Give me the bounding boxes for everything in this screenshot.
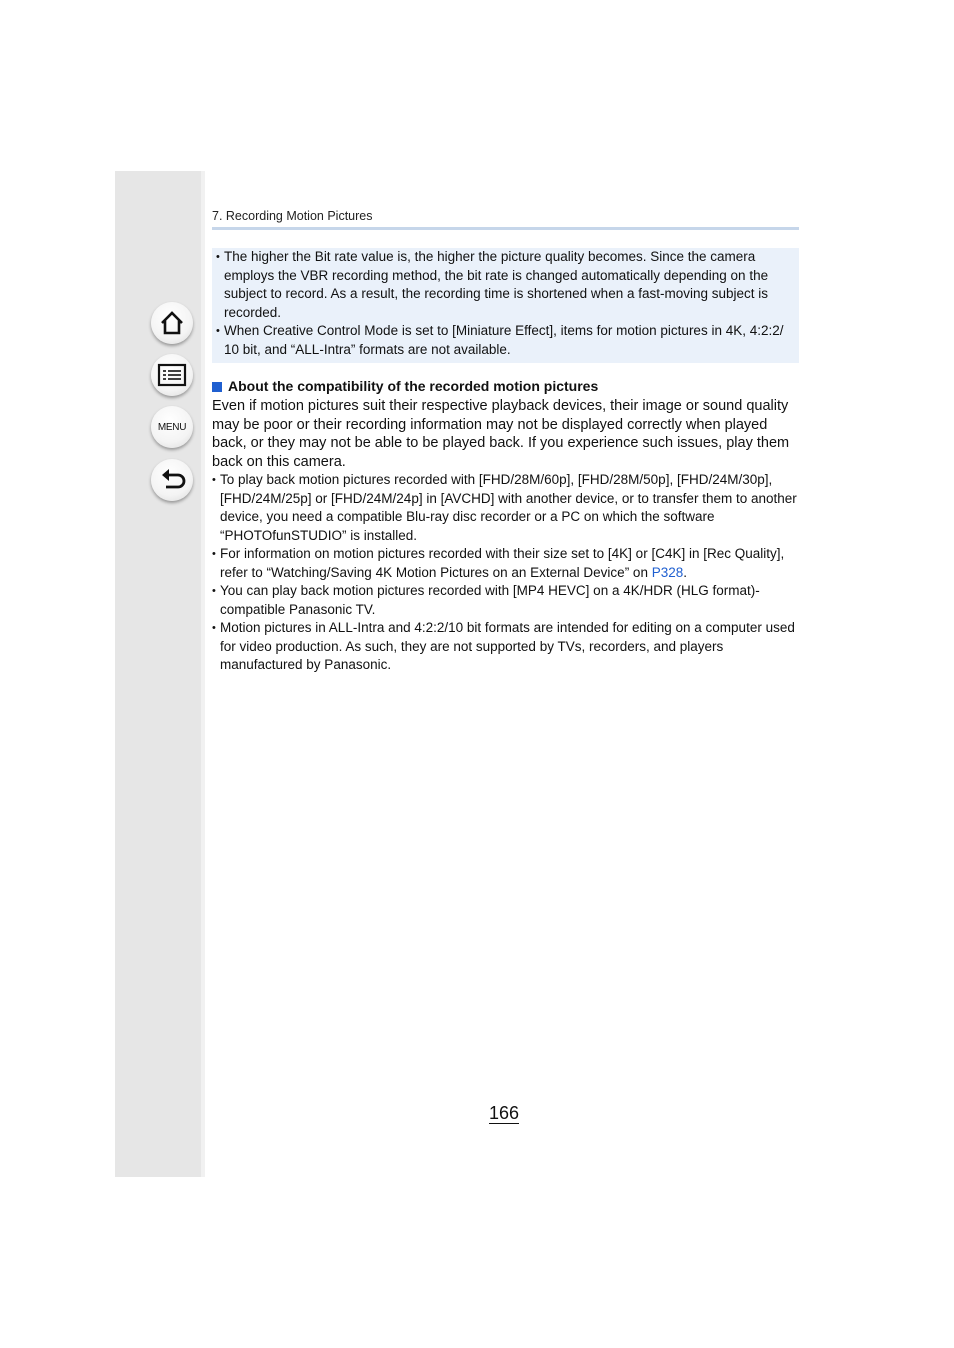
list-item-text: For information on motion pictures recorded with their size set to [4K] or [C4K] in [Rec Quality], refer to “Watching/Saving 4K Motion Pictures on an External Device” on [220, 546, 785, 580]
section-title-text: About the compatibility of the recorded motion pictures [228, 378, 599, 394]
list-item: • You can play back motion pictures recorded with [MP4 HEVC] on a 4K/HDR (HLG format)-compatible Panasonic TV. [212, 582, 802, 619]
home-button[interactable] [151, 302, 193, 344]
page-link-p328[interactable]: P328 [651, 564, 684, 580]
menu-button[interactable] [151, 406, 193, 448]
table-of-contents-icon [157, 362, 187, 388]
chapter-header [212, 209, 799, 230]
square-bullet-icon [212, 382, 222, 392]
note-item: • When Creative Control Mode is set to [Miniature Effect], items for motion pictures in 4K, 4:2:2/ 10 bit, and “ALL-Intra” formats are not available. [216, 322, 797, 359]
note-item: • The higher the Bit rate value is, the higher the picture quality becomes. Since the camera employs the VBR recording method, the bit rate is changed automatically depending on the subject to record. As a result, the recording time is shortened when a fast-moving subject is recorded. [216, 248, 797, 322]
menu-icon: MENU [157, 421, 187, 433]
section-intro: Even if motion pictures suit their respective playback devices, their image or sound quality may be poor or their recording information may not be displayed correctly when played back, or they may not be able to be played back. If you experience such issues, play them back on this camera. [212, 398, 790, 470]
back-icon [158, 466, 186, 494]
section-title [212, 378, 802, 395]
list-item-end: . [683, 564, 688, 580]
sidebar-edge [201, 171, 205, 1177]
list-item: • To play back motion pictures recorded with [FHD/28M/60p], [FHD/28M/50p], [FHD/24M/30p], [FHD/24M/25p] or [FHD/24M/24p] in [AVCHD] with another device, or to transfer them to another device, you need a compatible Blu-ray disc recorder or a PC on which the software “PHOTOfunSTUDIO” is installed. [212, 471, 802, 545]
list-item: • Motion pictures in ALL-Intra and 4:2:2/10 bit formats are intended for editing on a computer used for video production. As such, they are not supported by TVs, recorders, and players manufactured by Panasonic. [212, 619, 802, 675]
back-button[interactable] [151, 459, 193, 501]
page-number: 166 [489, 1103, 520, 1123]
note-box [212, 248, 799, 363]
list-item-4k [212, 545, 802, 582]
chapter-title: 7. Recording Motion Pictures [212, 209, 373, 223]
home-icon [158, 309, 186, 337]
contents-button[interactable] [151, 354, 193, 396]
compatibility-section [212, 378, 802, 675]
